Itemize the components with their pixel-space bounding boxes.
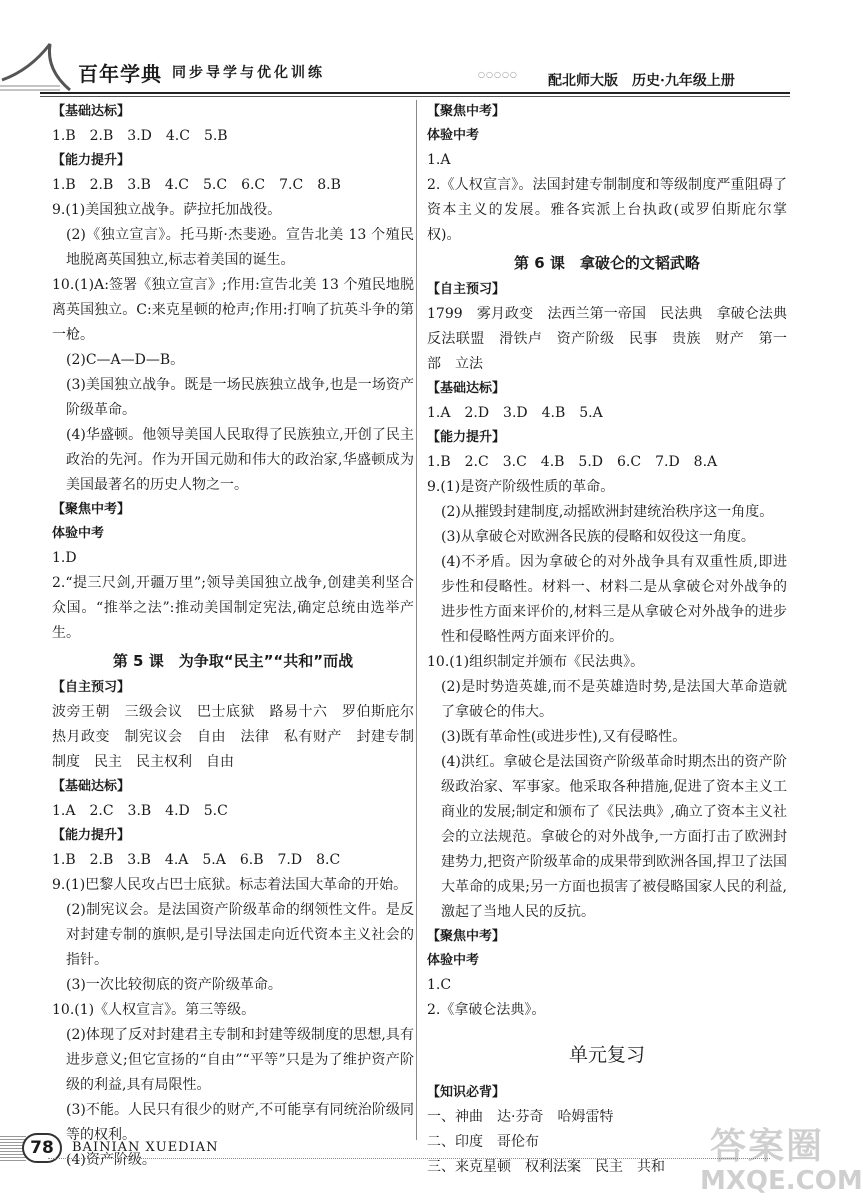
unit-review-title: 单元复习	[568, 1044, 645, 1066]
header-rule	[40, 92, 790, 94]
answer-line: 1.C	[427, 977, 452, 993]
section-tag: 【聚焦中考】	[427, 104, 506, 119]
answer-line: 一、神曲 达·芬奇 哈姆雷特	[427, 1109, 614, 1125]
answer-paragraph: 2.《人权宣言》。法国封建专制制度和等级制度严重阻碍了资本主义的发展。雅各宾派上台执政(或罗伯斯庇尔掌权)。	[427, 177, 787, 243]
section-subtitle: 体验中考	[427, 953, 480, 968]
preview-terms: 波旁王朝 三级会议 巴士底狱 路易十六 罗伯斯庇尔 热月政变 制宪议会 自由 法律 私有财产 封建专制制度 民主 民主权利 自由	[52, 704, 428, 770]
section-tag: 【能力提升】	[427, 430, 506, 445]
section-tag: 【自主预习】	[52, 680, 131, 695]
section-tag: 【基础达标】	[52, 779, 131, 794]
answer-paragraph: (2)C—A—D—B。	[66, 352, 185, 368]
answer-paragraph: (2)制宪议会。是法国资产阶级革命的纲领性文件。是反对封建专制的旗帜,是引导法国走向近代资本主义社会的指针。	[66, 902, 414, 968]
answer-paragraph: 9.(1)巴黎人民攻占巴士底狱。标志着法国大革命的开始。	[52, 877, 408, 893]
section-tag: 【能力提升】	[52, 153, 131, 168]
answer-paragraph: 9.(1)美国独立战争。萨拉托加战役。	[52, 202, 282, 218]
answer-paragraph: (2)是时势造英雄,而不是英雄造时势,是法国大革命造就了拿破仑的伟大。	[441, 679, 787, 720]
section-tag: 【基础达标】	[427, 381, 506, 396]
section-tag: 【能力提升】	[52, 828, 131, 843]
right-column	[427, 100, 801, 1180]
answer-line: 1.B 2.B 3.B 4.A 5.A 6.B 7.D 8.C	[52, 852, 341, 868]
answer-paragraph: (2)体现了反对封建君主专制和封建等级制度的思想,具有进步意义;但它宣扬的“自由”“平等”只是为了维护资产阶级的利益,具有局限性。	[66, 1027, 414, 1093]
answer-paragraph: (3)不能。人民只有很少的财产,不可能享有同统治阶级同等的权利。	[66, 1102, 414, 1143]
answer-line: 三、来克星顿 权利法案 民主 共和	[427, 1159, 665, 1175]
footer-brand: BAINIAN XUEDIAN	[72, 1140, 219, 1155]
answer-paragraph: (2)《独立宣言》。托马斯·杰斐逊。宣告北美 13 个殖民地脱离英国独立,标志着美国的诞生。	[66, 227, 414, 268]
lesson-title: 第 5 课 为争取“民主”“共和”而战	[112, 652, 354, 670]
watermark-logo: 答案圈	[710, 1126, 825, 1167]
answer-paragraph: 10.(1)《人权宣言》。第三等级。	[52, 1002, 256, 1018]
brand-title: 百年学典	[78, 62, 162, 86]
answer-line: 二、印度 哥伦布	[427, 1134, 539, 1150]
answer-paragraph: (3)一次比较彻底的资产阶级革命。	[66, 977, 282, 993]
column-divider	[416, 100, 417, 1140]
answer-line: 1.B 2.B 3.B 4.C 5.C 6.C 7.C 8.B	[52, 177, 341, 193]
answer-line: 1.A 2.C 3.B 4.D 5.C	[52, 803, 228, 819]
answer-paragraph: (3)既有革命性(或进步性),又有侵略性。	[441, 729, 687, 745]
answer-paragraph: (4)华盛顿。他领导美国人民取得了民族独立,开创了民主政治的先河。作为开国元勋和伟大的政治家,华盛顿成为美国最著名的历史人物之一。	[66, 427, 414, 493]
lesson-title: 第 6 课 拿破仑的文韬武略	[514, 254, 700, 272]
answer-line: 1.A 2.D 3.D 4.B 5.A	[427, 405, 603, 421]
header-rule-thin	[40, 96, 790, 97]
page-number: 78	[22, 1133, 62, 1163]
watermark	[640, 1118, 863, 1200]
decorative-dots: ○○○○○	[478, 70, 518, 79]
section-tag: 【聚焦中考】	[52, 502, 131, 517]
section-tag: 【自主预习】	[427, 282, 506, 297]
answer-line: 1.D	[52, 550, 77, 566]
section-subtitle: 体验中考	[52, 526, 105, 541]
watermark-url: MXQE.COM	[700, 1166, 863, 1196]
answer-paragraph: (4)不矛盾。因为拿破仑的对外战争具有双重性质,即进步性和侵略性。材料一、材料二是从拿破仑对外战争的进步性方面来评价的,材料三是从拿破仑对外战争的进步性和侵略性两方面来评价的。	[441, 554, 787, 645]
swoosh-logo-icon	[0, 40, 90, 96]
answer-paragraph: 9.(1)是资产阶级性质的革命。	[427, 479, 615, 495]
answer-paragraph: (3)美国独立战争。既是一场民族独立战争,也是一场资产阶级革命。	[66, 377, 414, 418]
brand-tagline: 同步导学与优化训练	[172, 65, 325, 81]
answer-paragraph: 2.“提三尺剑,开疆万里”;领导美国独立战争,创建美利坚合众国。“推举之法”:推动美国制定宪法,确定总统由选举产生。	[52, 575, 414, 641]
page-header	[0, 0, 830, 100]
section-tag: 【聚焦中考】	[427, 929, 506, 944]
left-column	[52, 100, 428, 1173]
answer-line: 1.B 2.B 3.D 4.C 5.B	[52, 128, 228, 144]
answer-line: 1.B 2.C 3.C 4.B 5.D 6.C 7.D 8.A	[427, 454, 718, 470]
answer-line: 1.A	[427, 152, 451, 168]
answer-paragraph: (3)从拿破仑对欧洲各民族的侵略和奴役这一角度。	[441, 529, 755, 545]
section-tag: 【知识必背】	[427, 1085, 506, 1100]
edition-label: 配北师大版 历史·九年级上册	[548, 73, 735, 89]
answer-paragraph: 10.(1)A:签署《独立宣言》;作用:宣告北美 13 个殖民地脱离英国独立。C:来克星顿的枪声;作用:打响了抗英斗争的第一枪。	[52, 277, 414, 343]
preview-terms: 1799 雾月政变 法西兰第一帝国 民法典 拿破仑法典 反法联盟 滑铁卢 资产阶级 民事 贵族 财产 第一部 立法	[427, 306, 801, 372]
answer-line: 2.《拿破仑法典》。	[427, 1002, 546, 1018]
section-subtitle: 体验中考	[427, 128, 480, 143]
answer-paragraph: (2)从摧毁封建制度,动摇欧洲封建统治秩序这一角度。	[441, 504, 774, 520]
answer-paragraph: 10.(1)组织制定并颁布《民法典》。	[427, 654, 645, 670]
answer-paragraph: (4)资产阶级。	[66, 1152, 156, 1168]
answer-paragraph: (4)洪红。拿破仑是法国资产阶级革命时期杰出的资产阶级政治家、军事家。他采取各种措施,促进了资本主义工商业的发展;制定和颁布了《民法典》,确立了资本主义社会的立法规范。拿破仑的对外战争,一方面打击了欧洲封建势力,把资产阶级革命的成果带到欧洲各国,捍卫了法国大革命的成果;另一方面也损害了被侵略国家人民的利益,激起了当地人民的反抗。	[441, 754, 787, 920]
section-tag: 【基础达标】	[52, 104, 131, 119]
